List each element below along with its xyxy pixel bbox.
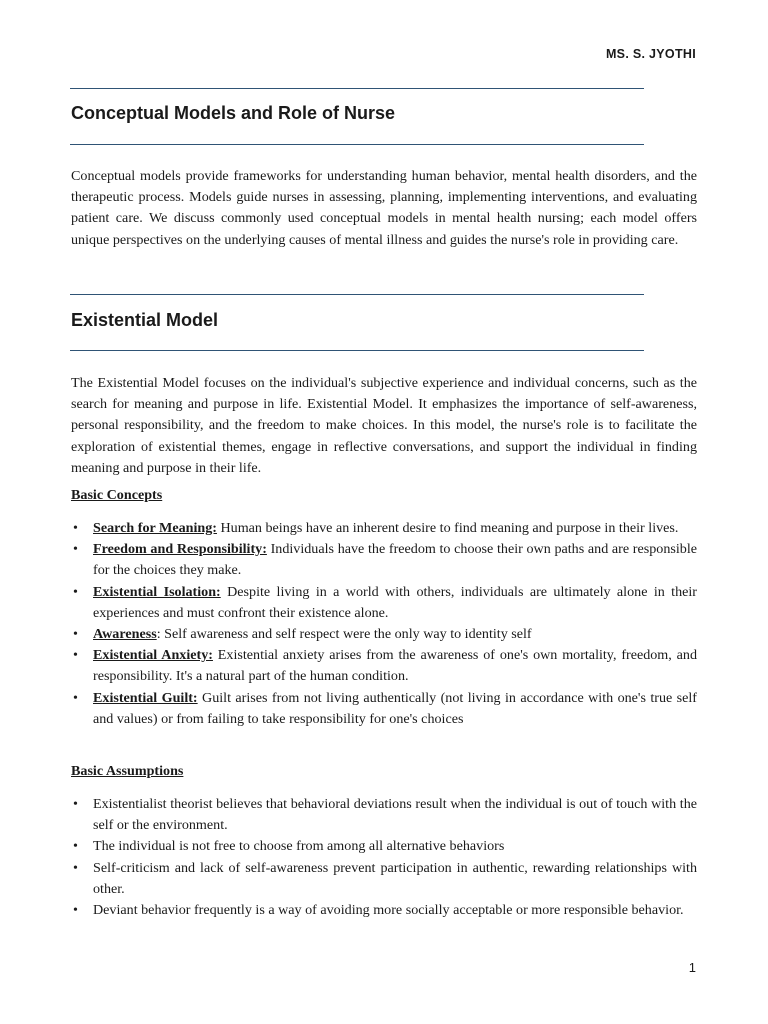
assumption-text: Existentialist theorist believes that behavioral deviations result when the individual is out of touch with the self or the environment. [93, 796, 697, 834]
concept-term: Existential Isolation: [93, 583, 221, 600]
bullet-icon: • [73, 520, 78, 536]
intro-paragraph: Conceptual models provide frameworks for understanding human behavior, mental health disorders, and the therapeutic process. Models guide nurses in assessing, planning, implementing interventions, and evaluating patient care. We discuss commonly used conceptual models in mental health nursing; each model offers unique perspectives on the underlying causes of mental illness and guides the nurse's role in providing care. [71, 168, 697, 248]
bullet-icon: • [73, 626, 78, 643]
bullet-icon: • [73, 796, 78, 812]
list-item [71, 539, 697, 581]
assumption-text: The individual is not free to choose from among all alternative behaviors [93, 838, 505, 855]
divider-top-2 [70, 294, 644, 295]
bullet-icon: • [73, 541, 78, 558]
concept-term: Search for Meaning: [93, 520, 217, 536]
existential-paragraph: The Existential Model focuses on the individual's subjective experience and individual concerns, such as the search for meaning and purpose in life. Existential Model. It emphasizes the importance of self-awareness, personal responsibility, and the freedom to make choices. In this model, the nurse's role is to facilitate the exploration of existential themes, engage in reflective conversations, and support the individual in finding meaning and purpose in their life. [71, 375, 697, 476]
basic-assumptions-list [71, 794, 697, 921]
concept-term: Awareness [93, 626, 157, 643]
section-title-conceptual-models: Conceptual Models and Role of Nurse [71, 103, 396, 123]
list-item [71, 858, 697, 900]
concept-text: Despite living in a world with others, individuals are ultimately alone in their experiences and must confront their existence alone. [93, 583, 697, 621]
list-item [71, 900, 697, 921]
concept-term: Existential Guilt: [93, 689, 198, 706]
list-item [71, 582, 697, 624]
list-item [71, 624, 697, 645]
list-item [71, 794, 697, 836]
concept-term: Freedom and Responsibility: [93, 541, 267, 558]
divider-bottom-1 [70, 144, 644, 145]
concept-text: Existential anxiety arises from the awareness of one's own mortality, freedom, and responsibility. It's a natural part of the human condition. [93, 647, 697, 685]
section-title-existential-model: Existential Model [71, 310, 219, 330]
divider-bottom-2 [70, 350, 644, 351]
assumption-text: Deviant behavior frequently is a way of avoiding more socially acceptable or more responsible behavior. [93, 902, 684, 919]
concept-term: Existential Anxiety: [93, 647, 213, 664]
list-item [71, 688, 697, 730]
concept-text: Individuals have the freedom to choose their own paths and are responsible for the choices they make. [93, 541, 698, 579]
list-item [71, 518, 697, 539]
bullet-icon: • [73, 859, 78, 876]
author-name: MS. S. JYOTHI [605, 47, 696, 61]
basic-concepts-heading: Basic Concepts [71, 487, 163, 503]
bullet-icon: • [73, 838, 78, 855]
basic-assumptions-heading: Basic Assumptions [71, 763, 184, 779]
divider-top-1 [70, 88, 644, 89]
bullet-icon: • [73, 647, 78, 664]
concept-text: Guilt arises from not living authentically (not living in accordance with one's true self and values) or from failing to take responsibility for one's choices [93, 689, 698, 727]
assumption-text: Self-criticism and lack of self-awareness prevent participation in authentic, rewarding relationships with other. [93, 859, 697, 897]
list-item [71, 836, 697, 857]
page-number: 1 [688, 960, 696, 975]
bullet-icon: • [73, 689, 78, 706]
concept-text: : Self awareness and self respect were the only way to identity self [156, 626, 532, 643]
list-item [71, 645, 697, 687]
bullet-icon: • [73, 902, 78, 919]
bullet-icon: • [73, 583, 78, 600]
concept-text: Human beings have an inherent desire to find meaning and purpose in their lives. [216, 520, 679, 536]
basic-concepts-list [71, 518, 697, 730]
